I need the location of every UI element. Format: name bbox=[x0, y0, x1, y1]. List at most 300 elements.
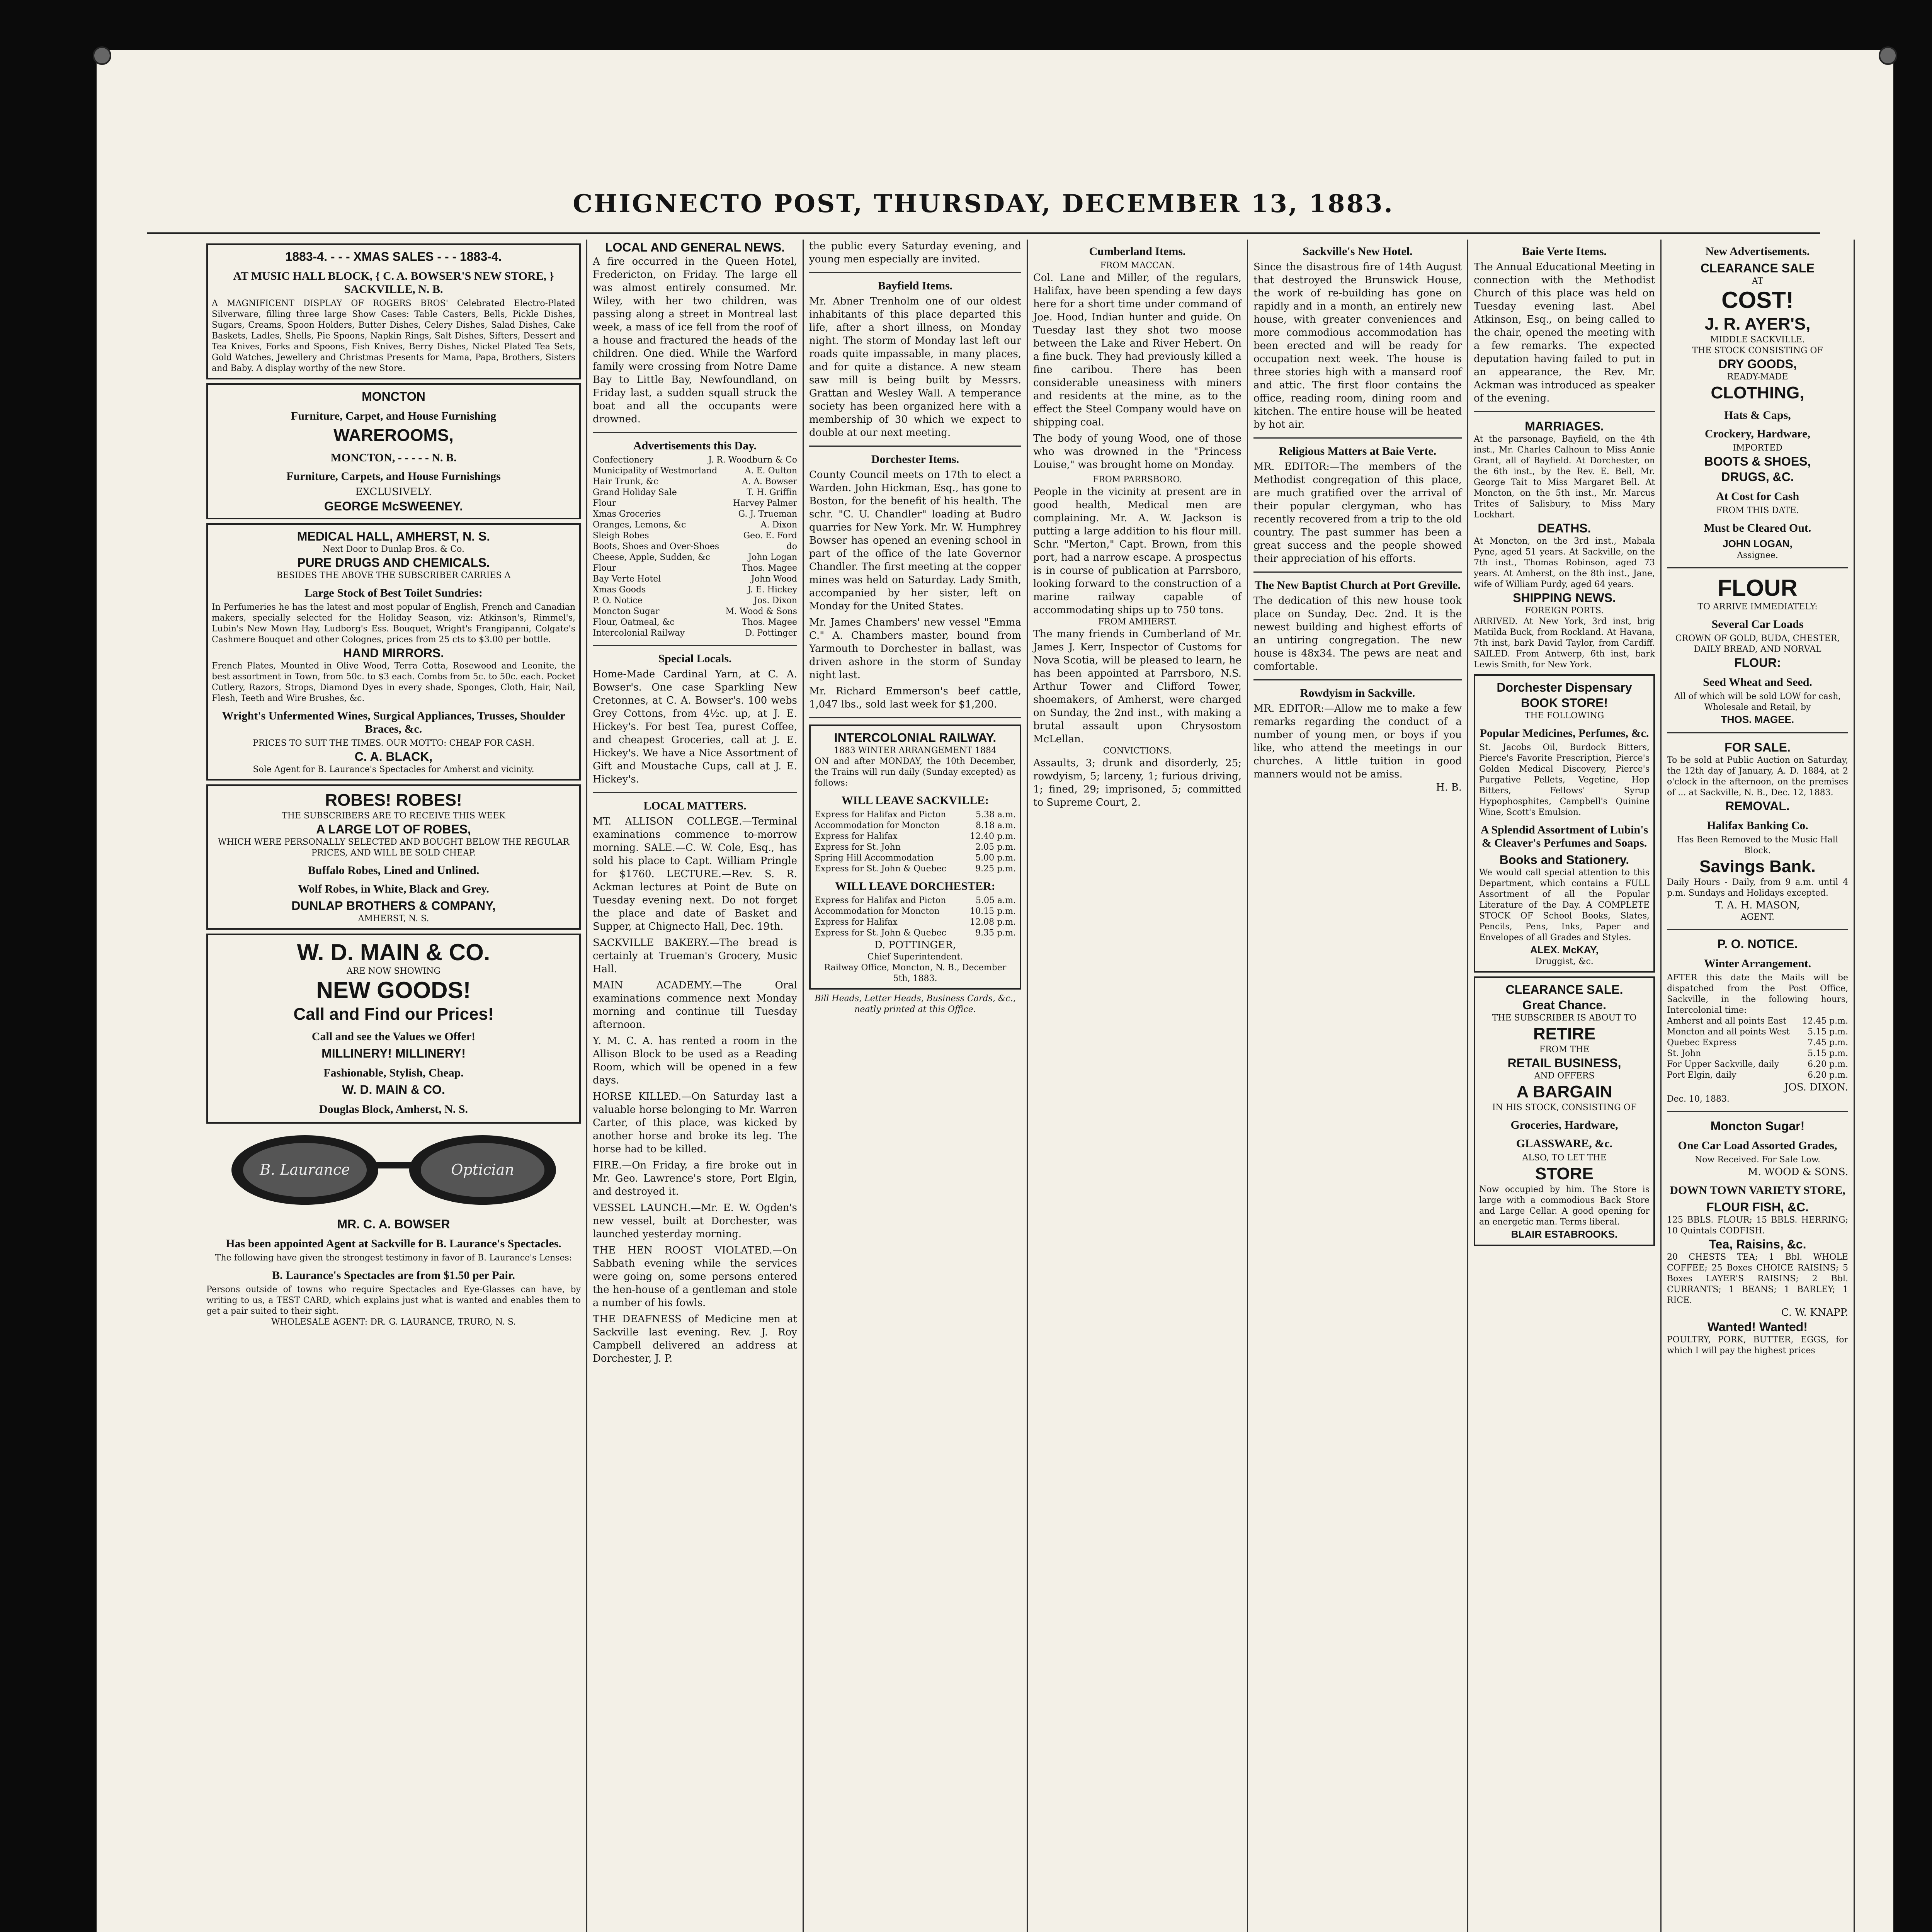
train-row bbox=[815, 864, 1016, 874]
advertisement-label: Municipality of Westmorland bbox=[593, 466, 718, 476]
advertisement-row bbox=[593, 563, 797, 574]
at: AT bbox=[1752, 276, 1764, 286]
marriages-title: MARRIAGES. bbox=[1525, 419, 1604, 433]
deaths-title: DEATHS. bbox=[1537, 521, 1591, 535]
advertisement-value: A. A. Bowser bbox=[742, 477, 797, 486]
main-academy: MAIN ACADEMY.—The Oral examinations commence next Monday morning and continue till Tuesday afternoon. bbox=[593, 980, 797, 1031]
baptist-body: The dedication of this new house took place on Sunday, Dec. 2nd. It is the newest building and highest efforts of an untiring congregation. The new house is 48x34. The pews are neat and comfortable. bbox=[1253, 595, 1462, 672]
main-co-title-2: W. D. MAIN & CO. bbox=[342, 1083, 445, 1097]
main-co-values: Call and see the Values we Offer! bbox=[311, 1030, 476, 1043]
seed-wheat: Seed Wheat and Seed. bbox=[1703, 676, 1812, 689]
advertisement-value: Thos. Magee bbox=[742, 617, 797, 627]
fire-item: FIRE.—On Friday, a fire broke out in Mr. Geo. Lawrence's store, Port Elgin, and destroyed it. bbox=[593, 1160, 797, 1197]
train-row bbox=[815, 820, 1016, 831]
train-label: Accommodation for Moncton bbox=[815, 821, 940, 830]
mail-value: 7.45 p.m. bbox=[1808, 1038, 1848, 1048]
flour-heading-2: FLOUR: bbox=[1734, 656, 1781, 670]
middle-sackville: MIDDLE SACKVILLE. bbox=[1710, 335, 1805, 345]
train-label: Express for Halifax bbox=[815, 917, 898, 927]
douglas-block: Douglas Block, Amherst, N. S. bbox=[319, 1103, 468, 1116]
drugs-etc: DRUGS, &C. bbox=[1721, 470, 1794, 484]
train-row bbox=[815, 895, 1016, 906]
now-received: Now Received. For Sale Low. bbox=[1695, 1155, 1820, 1165]
from-amherst: FROM AMHERST. bbox=[1098, 617, 1177, 627]
printing-notice: Bill Heads, Letter Heads, Business Cards, &c., neatly printed at this Office. bbox=[815, 994, 1016, 1014]
new-hotel-title: Sackville's New Hotel. bbox=[1303, 245, 1413, 258]
medicines-list: St. Jacobs Oil, Burdock Bitters, Pierce's Favorite Prescription, Pierce's Golden Medical Discovery, Pierce's Purgative Pellets, Vegetine, Hop Bitters, Fellows' Syrup Hypophosphites, Campbell's Quinine Wine, Scott's Emulsion. bbox=[1479, 743, 1650, 817]
parrsboro-body: People in the vicinity at present are in good health, Medical men are complaining. Mr. A. W. Jackson is putting a large addition to his flour mill. Schr. "Merton," Capt. Brown, from this port, had a narrow escape. A prospectus is in course of publication at Parrsboro, looking forward to the construction of a marine railway capable of accommodating ships up to 750 tons. bbox=[1033, 486, 1242, 616]
divider bbox=[1667, 732, 1848, 733]
horse-killed: HORSE KILLED.—On Saturday last a valuable horse belonging to Mr. Warren Carter, of this place, was kicked by another horse and broke its leg. The horse had to be killed. bbox=[593, 1091, 797, 1155]
dunlap-place: AMHERST, N. S. bbox=[358, 914, 429, 923]
savings-bank: Savings Bank. bbox=[1699, 857, 1816, 876]
advertisement-row bbox=[593, 574, 797, 585]
advertisement-label: Cheese, Apple, Sudden, &c bbox=[593, 553, 710, 562]
masthead-title: CHIGNECTO POST, THURSDAY, DECEMBER 13, 1883. bbox=[573, 189, 1394, 218]
baie-verte-body: The Annual Educational Meeting in connection with the Methodist Church of this place was held on Tuesday evening last. Abel Atkinson, Esq., on being called to the chair, opened the meeting with a few remarks. The expected deputation having failed to put in an appearance, the Rev. Mr. Ackman was introduced as speaker of the evening. bbox=[1474, 261, 1655, 404]
train-value: 5.05 a.m. bbox=[976, 896, 1016, 905]
religious-title: Religious Matters at Baie Verte. bbox=[1279, 445, 1437, 457]
divider bbox=[1667, 567, 1848, 568]
divider bbox=[1667, 1111, 1848, 1112]
convictions-title: CONVICTIONS. bbox=[1103, 746, 1172, 756]
column-7 bbox=[1662, 240, 1855, 1932]
spectacles-illustration bbox=[220, 1128, 568, 1213]
railway-dorchester-times bbox=[815, 895, 1016, 939]
flour-heading: FLOUR bbox=[1718, 575, 1798, 601]
moncton-furniture-ad bbox=[206, 383, 581, 519]
advertisement-row bbox=[593, 541, 797, 552]
mail-row bbox=[1667, 1059, 1848, 1070]
train-value: 5.00 p.m. bbox=[975, 853, 1016, 863]
column-1 bbox=[201, 240, 587, 1932]
shipping-body: ARRIVED. At New York, 3rd inst, brig Matilda Buck, from Rockland. At Havana, 7th inst, bark David Taylor, from Cardiff. SAILED. From Antwerp, 6th inst, bark Lewis Smith, for New York. bbox=[1474, 617, 1655, 670]
assignee: Assignee. bbox=[1737, 551, 1778, 560]
rowdyism-title: Rowdyism in Sackville. bbox=[1300, 687, 1415, 699]
advertisement-value: John Wood bbox=[751, 574, 797, 584]
main-co-title: W. D. MAIN & CO. bbox=[297, 939, 490, 965]
agent: AGENT. bbox=[1740, 912, 1775, 922]
sundries-heading: Large Stock of Best Toilet Sundries: bbox=[304, 587, 483, 599]
advertisement-row bbox=[593, 520, 797, 531]
mckay-name: ALEX. McKAY, bbox=[1530, 944, 1599, 956]
moncton-subtitle: Furniture, Carpet, and House Furnishing bbox=[291, 410, 497, 422]
retire-intro: THE SUBSCRIBER IS ABOUT TO bbox=[1492, 1013, 1637, 1023]
shipping-title: SHIPPING NEWS. bbox=[1513, 591, 1616, 605]
moncton-warerooms: WAREROOMS, bbox=[333, 426, 454, 445]
advertisement-label: Moncton Sugar bbox=[593, 607, 660, 616]
books-body: We would call special attention to this Department, which contains a FULL Assortment of all the Popular Literature of the Day. A COMPLETE STOCK OF School Books, Slates, Pencils, Pens, Inks, Paper and Envelopes of all Grades and Styles. bbox=[1479, 868, 1650, 942]
moncton-place: MONCTON, - - - - - N. B. bbox=[330, 451, 457, 464]
advertisement-row bbox=[593, 617, 797, 628]
wines-line: Wright's Unfermented Wines, Surgical Appliances, Trusses, Shoulder Braces, &c. bbox=[222, 709, 565, 735]
foreign-ports: FOREIGN PORTS. bbox=[1525, 606, 1604, 616]
divider bbox=[809, 272, 1021, 273]
wood-sons: M. WOOD & SONS. bbox=[1747, 1166, 1848, 1178]
train-label: Spring Hill Accommodation bbox=[815, 853, 934, 863]
dunlap-name: DUNLAP BROTHERS & COMPANY, bbox=[291, 899, 496, 913]
divider bbox=[1253, 571, 1462, 573]
amherst-body: The many friends in Cumberland of Mr. James J. Kerr, Inspector of Customs for Nova Scotia, will be pleased to learn, he has been appointed at Parrsboro, N.S. Arthur Tower and Clifford Tower, shoemakers, of Amherst, were charged on Sunday, the 2nd inst., with making a brutal assault upon Chrysostom McLellan. bbox=[1033, 628, 1242, 745]
page-clip-left bbox=[93, 46, 111, 65]
advertisement-value: A. E. Oulton bbox=[745, 466, 797, 476]
wanted-body: POULTRY, PORK, BUTTER, EGGS, for which I will pay the highest prices bbox=[1667, 1335, 1848, 1355]
train-value: 9.35 p.m. bbox=[975, 928, 1016, 938]
halifax-banking: Halifax Banking Co. bbox=[1707, 819, 1808, 832]
jos-dixon: JOS. DIXON. bbox=[1784, 1082, 1848, 1093]
main-co-call: Call and Find our Prices! bbox=[293, 1005, 494, 1024]
page-clip-right bbox=[1879, 46, 1897, 65]
dispensary-ad bbox=[1474, 674, 1655, 973]
divider bbox=[809, 446, 1021, 447]
train-label: Express for Halifax and Picton bbox=[815, 896, 946, 905]
clearance-sale: CLEARANCE SALE. bbox=[1505, 983, 1623, 997]
wholesale-agent: WHOLESALE AGENT: DR. G. LAURANCE, TRURO, N. S. bbox=[271, 1317, 516, 1327]
maccan-body: Col. Lane and Miller, of the regulars, Halifax, have been spending a few days here for a short time under command of Joe. Hood, Indian hunter and guide. On Tuesday last they shot two moose between the Lake and River Hebert. On a fine buck. They had previously killed a fine caribou. There has been considerable uneasiness with miners and residents at the mine, as to the effect the Steel Company would have on shipping coal. bbox=[1033, 272, 1242, 428]
beef-item: Mr. Richard Emmerson's beef cattle, 1,047 lbs., sold last week for $1,200. bbox=[809, 685, 1021, 710]
cost: COST! bbox=[1721, 287, 1794, 313]
blair-estabrooks: BLAIR ESTABROOKS. bbox=[1511, 1228, 1618, 1240]
advertisement-row bbox=[593, 476, 797, 487]
column-5 bbox=[1248, 240, 1468, 1932]
for-sale-body: To be sold at Public Auction on Saturday, the 12th day of January, A. D. 1884, at 2 o'clock in the afternoon, on the premises of ... at Sackville, N. B., Dec. 12, 1883. bbox=[1667, 755, 1848, 798]
train-row bbox=[815, 831, 1016, 842]
deaths-body: At Moncton, on the 3rd inst., Mabala Pyne, aged 51 years. At Sackville, on the 7th inst., Thomas Robinson, aged 73 years. At Amherst, on the 8th inst., Jane, wife of William Purdy, aged 64 years. bbox=[1474, 536, 1655, 589]
crockery-hardware: Crockery, Hardware, bbox=[1704, 427, 1810, 440]
advertisement-value: T. H. Griffin bbox=[747, 488, 797, 497]
advertisement-row bbox=[593, 531, 797, 541]
robes-heading: ROBES! ROBES! bbox=[325, 791, 462, 810]
groceries-hardware: Groceries, Hardware, bbox=[1510, 1119, 1618, 1131]
advertisement-label: Flour bbox=[593, 563, 616, 573]
marriages-body: At the parsonage, Bayfield, on the 4th inst., Mr. Charles Calhoun to Miss Annie Grant, all of Bayfield. At Dorchester, on the 6th inst., by the Rev. E. Bell, Mr. George Tait to Miss Margaret Bell. At Moncton, on the 5th inst., Mr. Marcus Trites of Salisbury, to Miss Mary Lockhart. bbox=[1474, 434, 1655, 520]
advertisement-value: J. R. Woodburn & Co bbox=[708, 455, 797, 465]
sell-line: All of which will be sold LOW for cash, Wholesale and Retail, by bbox=[1674, 692, 1841, 712]
masthead bbox=[147, 182, 1820, 234]
moncton-sugar: Moncton Sugar! bbox=[1710, 1119, 1805, 1133]
for-sale: FOR SALE. bbox=[1725, 740, 1791, 754]
moncton-line: Furniture, Carpets, and House Furnishings bbox=[286, 470, 501, 483]
leave-sackville: WILL LEAVE SACKVILLE: bbox=[841, 794, 989, 807]
mail-value: 5.15 p.m. bbox=[1808, 1049, 1848, 1058]
advertisement-value: Geo. E. Ford bbox=[743, 531, 797, 541]
advertisement-row bbox=[593, 628, 797, 639]
mail-row bbox=[1667, 1037, 1848, 1048]
xmas-store-line: AT MUSIC HALL BLOCK, { C. A. BOWSER'S NEW STORE, } SACKVILLE, N. B. bbox=[233, 270, 554, 296]
laurance-note: Persons outside of towns who require Spectacles and Eye-Glasses can have, by writing to us, a TEST CARD, which explains just what is wanted and enables them to get a pair suited to their sight. bbox=[206, 1285, 581, 1316]
great-chance: Great Chance. bbox=[1522, 998, 1606, 1012]
advertisement-row bbox=[593, 585, 797, 595]
mail-row bbox=[1667, 1027, 1848, 1037]
retire: RETIRE bbox=[1533, 1024, 1596, 1043]
local-matters-body: MT. ALLISON COLLEGE.—Terminal examinations commence to-morrow morning. SALE.—C. W. Cole, Esq., has sold his place to Capt. William Pringle for $1760. LECTURE.—Rev. S. R. Ackman lectures at Point de Bute on Tuesday evening next. Do not forget the place and date of Basket and Supper, at Chignecto Hall, Dec. 19th. bbox=[593, 816, 797, 932]
vessel-ashore: Mr. James Chambers' new vessel "Emma C." A. Chambers master, bound from Yarmouth to Dorchester in ballast, was driven ashore in the storm of Sunday night last. bbox=[809, 617, 1021, 681]
flour-brands: CROWN OF GOLD, BUDA, CHESTER, DAILY BREAD, AND NORVAL bbox=[1675, 634, 1840, 654]
store-body: Now occupied by him. The Store is large with a commodious Back Store and Large Cellar. A good opening for an energetic man. Terms liberal. bbox=[1479, 1185, 1650, 1227]
special-locals-body: Home-Made Cardinal Yarn, at C. A. Bowser's. One case Sparkling New Cretonnes, at C. A. Bowser's. 100 webs Grey Cottons, from 4½c. up, at J. E. Hickey's. For best Tea, purest Coffee, and cheapest Groceries, call at J. E. Hickey's. We have a Nice Assortment of Gift and Moustache Cups, call at J. E. Hickey's. bbox=[593, 668, 797, 785]
train-label: Express for Halifax and Picton bbox=[815, 810, 946, 820]
wolf-robes: Wolf Robes, in White, Black and Grey. bbox=[298, 883, 489, 895]
local-matters-title: LOCAL MATTERS. bbox=[643, 799, 747, 812]
dry-goods: DRY GOODS, bbox=[1718, 357, 1797, 371]
store: STORE bbox=[1535, 1164, 1594, 1183]
buffalo-robes: Buffalo Robes, Lined and Unlined. bbox=[308, 864, 480, 877]
millinery-line: MILLINERY! MILLINERY! bbox=[321, 1046, 466, 1060]
lens-label-right: Optician bbox=[451, 1161, 514, 1178]
advertisements-list bbox=[593, 455, 797, 639]
ready-made: READY-MADE bbox=[1727, 372, 1788, 382]
railway-title: INTERCOLONIAL RAILWAY. bbox=[834, 731, 997, 745]
clothing: CLOTHING, bbox=[1711, 383, 1804, 402]
pure-drugs-heading: PURE DRUGS AND CHEMICALS. bbox=[297, 556, 490, 570]
bayfield-body: Mr. Abner Trenholm one of our oldest inhabitants of this place departed this life, after a short illness, on Monday night. The storm of Monday last left our roads quite impassable, in many places, and for quite a distance. A new steam saw mill is being built by Messrs. Grattan and Wesley Wall. A temperance society has been organized here with a membership of 30 which we expect to double at our next meeting. bbox=[809, 296, 1021, 439]
baptist-title: The New Baptist Church at Port Greville. bbox=[1254, 579, 1461, 592]
advertisement-row bbox=[593, 606, 797, 617]
mail-value: 6.20 p.m. bbox=[1808, 1060, 1848, 1069]
advertisement-label: Xmas Goods bbox=[593, 585, 646, 595]
mail-value: 12.45 p.m. bbox=[1802, 1016, 1848, 1026]
from-maccan: FROM MACCAN. bbox=[1100, 261, 1175, 270]
cost-for-cash: At Cost for Cash bbox=[1716, 490, 1799, 503]
advertisement-value: J. E. Hickey bbox=[747, 585, 797, 595]
train-value: 9.25 p.m. bbox=[975, 864, 1016, 874]
robes-subline: THE SUBSCRIBERS ARE TO RECEIVE THIS WEEK bbox=[282, 811, 505, 821]
rowdyism-body: MR. EDITOR:—Allow me to make a few remarks regarding the conduct of a number of young men, or boys if you like, who attend the meetings in our churches. A little tuition in good manners would not be amiss. bbox=[1253, 703, 1462, 780]
laurance-price: B. Laurance's Spectacles are from $1.50 per Pair. bbox=[272, 1269, 515, 1282]
druggist: Druggist, &c. bbox=[1535, 957, 1594, 966]
from-the: FROM THE bbox=[1539, 1045, 1590, 1054]
divider bbox=[809, 717, 1021, 718]
divider bbox=[1667, 929, 1848, 930]
car-load: One Car Load Assorted Grades, bbox=[1678, 1139, 1837, 1152]
testimony-line: The following have given the strongest testimony in favor of B. Laurance's Lenses: bbox=[215, 1253, 572, 1263]
splendid-assortment: A Splendid Assortment of Lubin's & Cleaver's Perfumes and Soaps. bbox=[1480, 823, 1648, 849]
train-row bbox=[815, 810, 1016, 820]
bargain: A BARGAIN bbox=[1516, 1082, 1612, 1101]
new-hotel-body: Since the disastrous fire of 14th August that destroyed the Brunswick House, the work of re-building has gone on rapidly and in a month, an entirely new house, with greater conveniences and more commodious accommodation has been erected and will be ready for occupation next week. The house is three stories high with a mansard roof and attic. The first floor contains the office, reading room, dining room and kitchen. The entire house will be heated by hot air. bbox=[1253, 261, 1462, 430]
mail-label: For Upper Sackville, daily bbox=[1667, 1060, 1779, 1069]
mail-label: Port Elgin, daily bbox=[1667, 1070, 1736, 1080]
bbls-list: 125 BBLS. FLOUR; 15 BBLS. HERRING; 10 Quintals CODFISH. bbox=[1667, 1215, 1848, 1236]
vessel-launch: VESSEL LAUNCH.—Mr. E. W. Ogden's new vessel, built at Dorchester, was launched yesterday morning. bbox=[593, 1202, 797, 1240]
advertisement-value: D. Pottinger bbox=[745, 628, 797, 638]
tea-raisins: Tea, Raisins, &c. bbox=[1709, 1237, 1806, 1251]
train-label: Express for St. John & Quebec bbox=[815, 928, 947, 938]
hats-caps: Hats & Caps, bbox=[1724, 409, 1791, 422]
main-co-showing: ARE NOW SHOWING bbox=[347, 966, 440, 976]
advertisement-value: Harvey Palmer bbox=[733, 498, 797, 508]
divider bbox=[1253, 679, 1462, 680]
medical-hall-ad bbox=[206, 523, 581, 781]
advertisement-label: P. O. Notice bbox=[593, 596, 643, 605]
medical-hall-title: MEDICAL HALL, AMHERST, N. S. bbox=[297, 529, 490, 543]
divider bbox=[593, 792, 797, 793]
perfume-body: In Perfumeries he has the latest and most popular of English, French and Canadian makers, specially selected for the Holiday Season, viz: Atkinson's, Rimmel's, Lubin's New Mown Hay, Ludborg's Ess. Bouquet, Wright's Frangipanni, Colgate's Cashmere Bouquet and other Colognes, prices from 25 cts to $3.00 per bottle. bbox=[212, 602, 575, 645]
xmas-sales-ad bbox=[206, 243, 581, 379]
glassware: GLASSWARE, &c. bbox=[1516, 1137, 1613, 1150]
medical-hall-next: Next Door to Dunlap Bros. & Co. bbox=[323, 544, 464, 554]
bayfield-title: Bayfield Items. bbox=[878, 279, 953, 292]
train-row bbox=[815, 906, 1016, 917]
from-this-date: FROM THIS DATE. bbox=[1716, 506, 1799, 515]
advertisement-value: M. Wood & Sons bbox=[725, 607, 797, 616]
train-value: 10.15 p.m. bbox=[970, 906, 1016, 916]
railway-intro: ON and after MONDAY, the 10th December, the Trains will run daily (Sunday excepted) as follows: bbox=[815, 757, 1016, 788]
books-title: Books and Stationery. bbox=[1499, 853, 1629, 867]
rowdyism-signature: H. B. bbox=[1436, 782, 1462, 793]
mail-row bbox=[1667, 1070, 1848, 1081]
to-arrive: TO ARRIVE IMMEDIATELY: bbox=[1697, 602, 1818, 612]
railway-ad bbox=[809, 724, 1021, 990]
clearance-retire-ad bbox=[1474, 976, 1655, 1246]
cumberland-title: Cumberland Items. bbox=[1089, 245, 1186, 258]
mails-intro: AFTER this date the Mails will be dispatched from the Post Office, Sackville, in the following hours, Intercolonial time: bbox=[1667, 973, 1848, 1015]
removal: REMOVAL. bbox=[1725, 799, 1790, 813]
train-label: Express for Halifax bbox=[815, 832, 898, 841]
fashionable-line: Fashionable, Stylish, Cheap. bbox=[323, 1066, 464, 1079]
flour-fish: FLOUR FISH, &C. bbox=[1706, 1200, 1809, 1214]
robes-ad bbox=[206, 784, 581, 930]
railway-office: Railway Office, Moncton, N. B., December 5th, 1883. bbox=[824, 963, 1007, 983]
divider bbox=[593, 645, 797, 646]
imported: IMPORTED bbox=[1733, 443, 1782, 453]
divider bbox=[1474, 411, 1655, 412]
also-to-let: ALSO, TO LET THE bbox=[1522, 1153, 1607, 1163]
train-row bbox=[815, 842, 1016, 853]
advertisement-label: Sleigh Robes bbox=[593, 531, 649, 541]
dorchester-body: County Council meets on 17th to elect a Warden. John Hickman, Esq., has gone to Boston, for the benefit of his health. The schr. "C. U. Chandler" loading at Budro quarries for New York. Mr. W. Humphrey Bowser has opened an evening school in part of the office of the late Governor Chandler. The first meeting at the copper mines was held on Saturday. Lady Smith, accompanied by her sister, left on Monday for the United States. bbox=[809, 469, 1021, 612]
mail-label: Moncton and all points West bbox=[1667, 1027, 1790, 1037]
bookstore-title: BOOK STORE! bbox=[1520, 696, 1608, 710]
pottinger: D. POTTINGER, bbox=[874, 939, 956, 951]
following: THE FOLLOWING bbox=[1524, 711, 1604, 721]
local-general-news-body: A fire occurred in the Queen Hotel, Fredericton, on Friday. The large ell was almost entirely consumed. Mr. Wiley, with her two children, was passing along a street in Montreal last week, a mass of ice fell from the roof of a house and fractured the heads of the children. One died. While the Warford family were crossing from Notre Dame Bay to Little Bay, Newfoundland, on Friday last, a sudden squall struck the boat and all the occupants were drowned. bbox=[593, 256, 797, 425]
advertisement-label: Confectionery bbox=[593, 455, 653, 465]
railway-sackville-times bbox=[815, 810, 1016, 874]
religious-body: MR. EDITOR:—The members of the Methodist congregation of this place, are much gratified over the arrival of their popular clergyman, who has recently recovered from a trip to the old country. The past summer has been a great success and the people showed their appreciation of his efforts. bbox=[1253, 461, 1462, 565]
from-parrsboro: FROM PARRSBORO. bbox=[1092, 475, 1182, 485]
bank-hours: Daily Hours - Daily, from 9 a.m. until 4 p.m. Sundays and Holidays excepted. bbox=[1667, 878, 1848, 898]
stock-consisting: IN HIS STOCK, CONSISTING OF bbox=[1492, 1103, 1637, 1112]
mirrors-body: French Plates, Mounted in Olive Wood, Terra Cotta, Rosewood and Leonite, the best assortment in Town, from 50c. to $3 each. Combs from 5c. to 50c. each. Pocket Cutlery, Razors, Strops, Diamond Dyes in every shade, Sponges, Cloth, Hair, Nail, Flesh, Teeth and Wire Brushes, &c. bbox=[212, 661, 575, 703]
po-notice: P. O. NOTICE. bbox=[1717, 937, 1798, 951]
column-2 bbox=[587, 240, 804, 1932]
convictions-body: Assaults, 3; drunk and disorderly, 25; rowdyism, 5; larceny, 1; furious driving, 1; fined, 29; imprisoned, 5; committed to Supreme Court, 2. bbox=[1033, 757, 1242, 808]
popular-medicines: Popular Medicines, Perfumes, &c. bbox=[1480, 727, 1649, 740]
advertisement-label: Xmas Groceries bbox=[593, 509, 661, 519]
removed-to: Has Been Removed to the Music Hall Block. bbox=[1677, 835, 1838, 855]
train-value: 8.18 a.m. bbox=[976, 821, 1016, 830]
mail-label: Amherst and all points East bbox=[1667, 1016, 1787, 1026]
advertisement-label: Bay Verte Hotel bbox=[593, 574, 661, 584]
divider bbox=[1253, 437, 1462, 439]
train-label: Express for St. John bbox=[815, 842, 901, 852]
advertisement-label: Hair Trunk, &c bbox=[593, 477, 658, 486]
train-value: 12.40 p.m. bbox=[970, 832, 1016, 841]
divider bbox=[593, 432, 797, 433]
advertisement-label: Grand Holiday Sale bbox=[593, 488, 677, 497]
moncton-owner: GEORGE McSWEENEY. bbox=[324, 499, 463, 513]
advertisement-row bbox=[593, 595, 797, 606]
lens-label-left: B. Laurance bbox=[259, 1161, 350, 1178]
advertisement-value: John Logan bbox=[748, 553, 797, 562]
bowser-name: MR. C. A. BOWSER bbox=[337, 1217, 450, 1231]
leave-dorchester: WILL LEAVE DORCHESTER: bbox=[835, 880, 995, 893]
robes-lot: A LARGE LOT OF ROBES, bbox=[316, 822, 471, 836]
column-4 bbox=[1028, 240, 1248, 1932]
mail-row bbox=[1667, 1016, 1848, 1027]
mason: T. A. H. MASON, bbox=[1715, 900, 1800, 911]
dorchester-title: Dorchester Items. bbox=[871, 453, 959, 466]
mail-label: Quebec Express bbox=[1667, 1038, 1737, 1048]
moncton-title: MONCTON bbox=[362, 389, 425, 403]
advertisement-value: G. J. Trueman bbox=[738, 509, 797, 519]
advertisement-label: Flour bbox=[593, 498, 616, 508]
train-value: 12.08 p.m. bbox=[970, 917, 1016, 927]
bowser-subline: Has been appointed Agent at Sackville for B. Laurance's Spectacles. bbox=[226, 1237, 561, 1250]
boots-shoes: BOOTS & SHOES, bbox=[1704, 454, 1811, 468]
train-value: 5.38 a.m. bbox=[976, 810, 1016, 820]
several-car-loads: Several Car Loads bbox=[1711, 618, 1804, 631]
advertisement-label: Flour, Oatmeal, &c bbox=[593, 617, 675, 627]
black-name: C. A. BLACK, bbox=[354, 750, 433, 764]
sackville-bakery: SACKVILLE BAKERY.—The bread is certainly at Trueman's Grocery, Music Hall. bbox=[593, 937, 797, 975]
mail-value: 5.15 p.m. bbox=[1808, 1027, 1848, 1037]
main-co-new-goods: NEW GOODS! bbox=[316, 977, 471, 1003]
dispensary-title: Dorchester Dispensary bbox=[1497, 680, 1632, 694]
advertisement-value: A. Dixon bbox=[760, 520, 797, 530]
must-be-cleared: Must be Cleared Out. bbox=[1704, 522, 1811, 534]
col3-intro: the public every Saturday evening, and young men especially are invited. bbox=[809, 240, 1021, 265]
moncton-exclusive: EXCLUSIVELY. bbox=[355, 486, 432, 498]
notice-date: Dec. 10, 1883. bbox=[1667, 1094, 1730, 1104]
advertisement-row bbox=[593, 455, 797, 466]
advertisement-value: Thos. Magee bbox=[742, 563, 797, 573]
xmas-sales-body: A MAGNIFICENT DISPLAY OF ROGERS BROS' Celebrated Electro-Plated Silverware, filling three large Show Cases: Table Casters, Bells, Pickle Dishes, Sugars, Creams, Spoon Holders, Butter Dishes, Celery Dishes, Salad Dishes, Cake Baskets, Ladles, Shells, Pie Spoons, Napkin Rings, Salt Dishes, Sifters, Dessert and Tea Knives, Forks and Spoons, Fish Knives, Berry Dishes, Nickel Plated Tea Sets, Gold Watches, Jewellery and Christmas Presents for Mama, Papa, Brothers, Sisters and Baby. A display worthy of the new Store. bbox=[212, 299, 575, 373]
advertisement-row bbox=[593, 552, 797, 563]
train-row bbox=[815, 917, 1016, 928]
column-6 bbox=[1468, 240, 1662, 1932]
advertisement-row bbox=[593, 466, 797, 476]
railway-winter: 1883 WINTER ARRANGEMENT 1884 bbox=[833, 746, 997, 755]
prices-line: PRICES TO SUIT THE TIMES. OUR MOTTO: CHEAP FOR CASH. bbox=[252, 738, 535, 748]
xmas-sales-heading: 1883-4. - - - XMAS SALES - - - 1883-4. bbox=[285, 250, 502, 264]
main-co-ad bbox=[206, 934, 581, 1124]
retail-business: RETAIL BUSINESS, bbox=[1507, 1056, 1621, 1070]
advertisement-row bbox=[593, 487, 797, 498]
baie-verte-title: Baie Verte Items. bbox=[1522, 245, 1607, 258]
cw-knapp: C. W. KNAPP. bbox=[1781, 1307, 1848, 1318]
robes-lot-detail: WHICH WERE PERSONALLY SELECTED AND BOUGHT BELOW THE REGULAR PRICES, AND WILL BE SOLD CHEAP. bbox=[218, 837, 570, 858]
ayer-name: J. R. AYER'S, bbox=[1704, 315, 1811, 333]
advertisements-title: Advertisements this Day. bbox=[633, 439, 757, 452]
local-general-news-title: LOCAL AND GENERAL NEWS. bbox=[605, 240, 785, 254]
advertisement-label: Boots, Shoes and Over-Shoes bbox=[593, 542, 719, 551]
deafness-item: THE DEAFNESS of Medicine men at Sackville last evening. Rev. J. Roy Campbell delivered an address at Dorchester, J. P. bbox=[593, 1313, 797, 1364]
column-3 bbox=[804, 240, 1028, 1932]
winter-arrangement: Winter Arrangement. bbox=[1704, 957, 1811, 970]
chief-superintendent: Chief Superintendent. bbox=[867, 952, 963, 962]
ymca: Y. M. C. A. has rented a room in the Allison Block to be used as a Reading Room, which will be opened in a few days. bbox=[593, 1035, 797, 1086]
mail-value: 6.20 p.m. bbox=[1808, 1070, 1848, 1080]
tea-body: 20 CHESTS TEA; 1 Bbl. WHOLE COFFEE; 25 Boxes CHOICE RAISINS; 5 Boxes LAYER'S RAISINS; 2 Bbl. CURRANTS; 1 BEANS; 1 BARLEY; 1 RICE. bbox=[1667, 1252, 1848, 1305]
hen-roost: THE HEN ROOST VIOLATED.—On Sabbath evening while the services were going on, some persons entered the hen-house of a gentleman and stole a number of his fowls. bbox=[593, 1245, 797, 1309]
advertisement-value: do bbox=[786, 542, 797, 551]
clearance-sale-ayer: CLEARANCE SALE bbox=[1700, 261, 1815, 275]
mail-times bbox=[1667, 1016, 1848, 1081]
black-subline: Sole Agent for B. Laurance's Spectacles for Amherst and vicinity. bbox=[253, 765, 534, 774]
train-row bbox=[815, 928, 1016, 939]
